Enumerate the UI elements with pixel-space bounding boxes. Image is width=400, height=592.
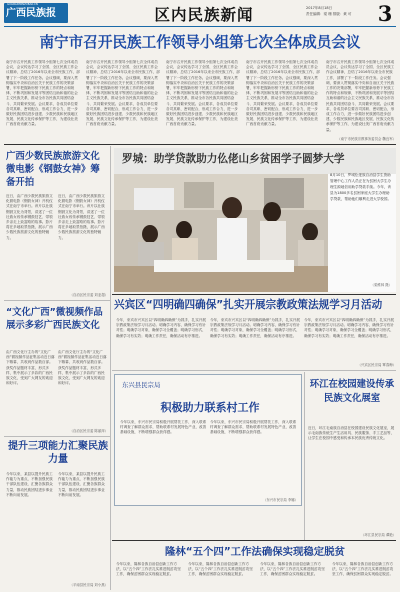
xingbin-text-b: 今年，来宾市兴宾区以“四明确四确保”为抓手，扎实开展宗教政策法规学习月活动。明确学习内容，确保学习有针对性；明确学习对象，确保学习全覆盖；明确学习形式，确保学习有实效；明确工作责任，确保活动有序推进。 <box>210 318 300 338</box>
dongxing-label: 东兴县民宗局 <box>122 381 161 389</box>
story3-byline: （平南县民宗局 刘小燕） <box>69 583 108 587</box>
story2-title: “文化广西”微视频作品展示多彩广西民族文化 <box>6 307 103 331</box>
huanjiang-byline: （环江县民宗局 谭艳） <box>361 533 396 537</box>
photo-divider <box>112 294 396 295</box>
xingbin-text-c: 今年，来宾市兴宾区以“四明确四确保”为抓手，扎实开展宗教政策法规学习月活动。明确学习内容，确保学习有针对性；明确学习对象，确保学习全覆盖；明确学习形式，确保学习有实效；明确工作责任，确保活动有序推进。 <box>304 318 394 338</box>
longlin-text-b: 今年以来，隆林各族自治县创新工作方法，以“五个四”工作法扎实推进脱贫攻坚工作，确保贫困群众实现稳定脱贫。 <box>188 562 253 577</box>
xingbin-text-a: 今年，来宾市兴宾区以“四明确四确保”为抓手，扎实开展宗教政策法规学习月活动。明确学习内容，确保学习有针对性；明确学习对象，确保学习全覆盖；明确学习形式，确保学习有实效；明确工作责任，确保活动有序推进。 <box>116 318 206 338</box>
left-column-divider <box>110 146 111 590</box>
lead-headline: 南宁市召开民族工作领导小组第七次全体成员会议 <box>39 34 361 51</box>
bottom-divider <box>112 540 396 541</box>
story2-text-b: 由广西文化厅主办的“文化广西”微视频作品征集活动近日落下帷幕，共收到作品数百部。获奖作品题材丰富，形式多样，集中展示了多彩的广西民族文化，受到广大网友的欢迎和好评。 <box>58 350 107 386</box>
longlin-text-a: 今年以来，隆林各族自治县创新工作方法，以“五个四”工作法扎实推进脱贫攻坚工作，确保贫困群众实现稳定脱贫。 <box>116 562 181 577</box>
masthead-rule <box>4 26 396 27</box>
longlin-text-d: 今年以来，隆林各族自治县创新工作方法，以“五个四”工作法扎实推进脱贫攻坚工作，确保贫困群众实现稳定脱贫。 <box>332 562 394 577</box>
story1-byline: （自治区民宗委 刘亚超） <box>69 293 108 297</box>
xingbin-title: 兴宾区“四明确四确保”扎实开展宗教政策法规学习月活动 <box>114 299 383 311</box>
dongxing-text-a: 今年以来，东兴市民宗局积极开展帮扶工作，深入联系村调查了解群众需求，帮助联系村发展特色产业，改善基础设施，不断增强群众获得感。 <box>120 420 207 435</box>
huanjiang-text: 近日，环江毛南族自治县在校园建设民族文化展室，展示毛南族传统生产生活用具、民族服饰、手工艺品等，让学生在校园中感受和传承本民族优秀传统文化。 <box>308 426 395 441</box>
lead-article-col5: 南宁市召开民族工作领导小组第七次全体成员会议，会议传达学习了全国、全区民族工作会议精神，总结了2016年以来全市民族工作，部署了下一阶段工作任务。会议强调，要深入贯彻落实中央和自治区关于民族工作的决策部署，牢牢把握新形势下民族工作的特点和规律，不断巩固和发展平等团结互助和谐的社会主义民族关系，推动全市各民族共同团结奋斗、共同繁荣发展。会议要求，各成员单位要各司其职、密切配合，形成工作合力，进一步做好民族团结进步创建、少数民族和民族地区发展、民族文化传承保护等工作，为建设壮美广西首府贡献力量。 <box>326 60 395 132</box>
longlin-title: 隆林“五个四”工作法确保实现稳定脱贫 <box>165 546 345 558</box>
newspaper-logo <box>4 3 68 23</box>
xingbin-byline: （兴宾区民宗局 覃春梅） <box>357 363 396 367</box>
huanjiang-title: 环江在校园建设传承民族文化展室 <box>309 379 395 404</box>
logo-url: GUANGXIMINZUBAO.CN <box>7 3 38 6</box>
dongxing-title: 积极助力联系村工作 <box>160 401 260 414</box>
story1-text-b: 近日，由广西少数民族旅游文化微电影《钢鼓女神》开机仪式在南宁市举行。该片以壮族钢鼓文化为背景，讲述了一位壮族女孩传承钢鼓技艺、带领乡亲走上致富路的故事。影片将在多地取景拍摄，展示广西少数民族旅游文化的独特魅力。 <box>58 194 105 240</box>
story2-divider <box>4 436 110 437</box>
xingbin-divider <box>112 370 396 371</box>
huanjiang-divider <box>304 372 305 540</box>
photo-story-byline: （梁维林 摄） <box>370 283 392 287</box>
photo-story-caption: 8月10日，罗城仫佬族自治县学生资助管理中心工作人员正在为贫困大学生办理生源地信用助学贷款手续。今年，该县为1800多名贫困家庭大学生办理助学贷款，帮助他们顺利走进大学校园。 <box>330 173 392 201</box>
story1-divider <box>4 300 110 301</box>
lead-article-col2: 南宁市召开民族工作领导小组第七次全体成员会议，会议传达学习了全国、全区民族工作会议精神，总结了2016年以来全市民族工作，部署了下一阶段工作任务。会议强调，要深入贯彻落实中央和自治区关于民族工作的决策部署，牢牢把握新形势下民族工作的特点和规律，不断巩固和发展平等团结互助和谐的社会主义民族关系，推动全市各民族共同团结奋斗、共同繁荣发展。会议要求，各成员单位要各司其职、密切配合，形成工作合力，进一步做好民族团结进步创建、少数民族和民族地区发展、民族文化传承保护等工作，为建设壮美广西首府贡献力量。 <box>86 60 160 127</box>
story2-text-a: 由广西文化厅主办的“文化广西”微视频作品征集活动近日落下帷幕，共收到作品数百部。获奖作品题材丰富，形式多样，集中展示了多彩的广西民族文化，受到广大网友的欢迎和好评。 <box>6 350 55 386</box>
lead-divider <box>4 144 396 145</box>
story3-text-a: 今年以来，某县以提升民族工作能力为重点，不断加强民族干部队伍建设，汇聚各族群众力量，推动民族团结进步事业不断向前发展。 <box>6 472 53 497</box>
story1-title: 广西少数民族旅游文化微电影《钢鼓女神》筹备开拍 <box>6 151 100 188</box>
lead-article-col1: 南宁市召开民族工作领导小组第七次全体成员会议，会议传达学习了全国、全区民族工作会议精神，总结了2016年以来全市民族工作，部署了下一阶段工作任务。会议强调，要深入贯彻落实中央和自治区关于民族工作的决策部署，牢牢把握新形势下民族工作的特点和规律，不断巩固和发展平等团结互助和谐的社会主义民族关系，推动全市各民族共同团结奋斗、共同繁荣发展。会议要求，各成员单位要各司其职、密切配合，形成工作合力，进一步做好民族团结进步创建、少数民族和民族地区发展、民族文化传承保护等工作，为建设壮美广西首府贡献力量。 <box>6 60 80 127</box>
page-number: 3 <box>377 1 393 26</box>
photo-story-title: 罗城：助学贷款助力仫佬山乡贫困学子圆梦大学 <box>122 153 345 165</box>
story3-title: 提升三项能力汇聚民族力量 <box>8 441 108 465</box>
issue-meta <box>306 5 370 17</box>
lead-article-col3: 南宁市召开民族工作领导小组第七次全体成员会议，会议传达学习了全国、全区民族工作会议精神，总结了2016年以来全市民族工作，部署了下一阶段工作任务。会议强调，要深入贯彻落实中央和自治区关于民族工作的决策部署，牢牢把握新形势下民族工作的特点和规律，不断巩固和发展平等团结互助和谐的社会主义民族关系，推动全市各民族共同团结奋斗、共同繁荣发展。会议要求，各成员单位要各司其职、密切配合，形成工作合力，进一步做好民族团结进步创建、少数民族和民族地区发展、民族文化传承保护等工作，为建设壮美广西首府贡献力量。 <box>166 60 240 127</box>
dongxing-byline: （东兴市民宗局 李娜） <box>263 498 298 502</box>
story2-byline: （自治区民宗委 陈丽萍） <box>69 429 108 433</box>
dongxing-text-b: 今年以来，东兴市民宗局积极开展帮扶工作，深入联系村调查了解群众需求，帮助联系村发展特色产业，改善基础设施，不断增强群众获得感。 <box>210 420 297 435</box>
issue-date: 2017年8月18日 <box>306 6 333 10</box>
longlin-text-c: 今年以来，隆林各族自治县创新工作方法，以“五个四”工作法扎实推进脱贫攻坚工作，确保贫困群众实现稳定脱贫。 <box>260 562 325 577</box>
lead-article-col4: 南宁市召开民族工作领导小组第七次全体成员会议，会议传达学习了全国、全区民族工作会议精神，总结了2016年以来全市民族工作，部署了下一阶段工作任务。会议强调，要深入贯彻落实中央和自治区关于民族工作的决策部署，牢牢把握新形势下民族工作的特点和规律，不断巩固和发展平等团结互助和谐的社会主义民族关系，推动全市各民族共同团结奋斗、共同繁荣发展。会议要求，各成员单位要各司其职、密切配合，形成工作合力，进一步做好民族团结进步创建、少数民族和民族地区发展、民族文化传承保护等工作，为建设壮美广西首府贡献力量。 <box>246 60 320 127</box>
lead-article-byline: （南宁市民族宗教事务委员会 魏良军） <box>337 137 396 141</box>
section-title: 区内民族新闻 <box>154 5 254 24</box>
editor-line: 责任编辑：梁 珊 排版：黄 可 <box>306 12 352 16</box>
story1-text-a: 近日，由广西少数民族旅游文化微电影《钢鼓女神》开机仪式在南宁市举行。该片以壮族钢鼓文化为背景，讲述了一位壮族女孩传承钢鼓技艺、带领乡亲走上致富路的故事。影片将在多地取景拍摄，展示广西少数民族旅游文化的独特魅力。 <box>6 194 53 240</box>
logo-name: 广西民族报 <box>6 8 56 19</box>
story3-text-b: 今年以来，某县以提升民族工作能力为重点，不断加强民族干部队伍建设，汇聚各族群众力量，推动民族团结进步事业不断向前发展。 <box>58 472 105 497</box>
